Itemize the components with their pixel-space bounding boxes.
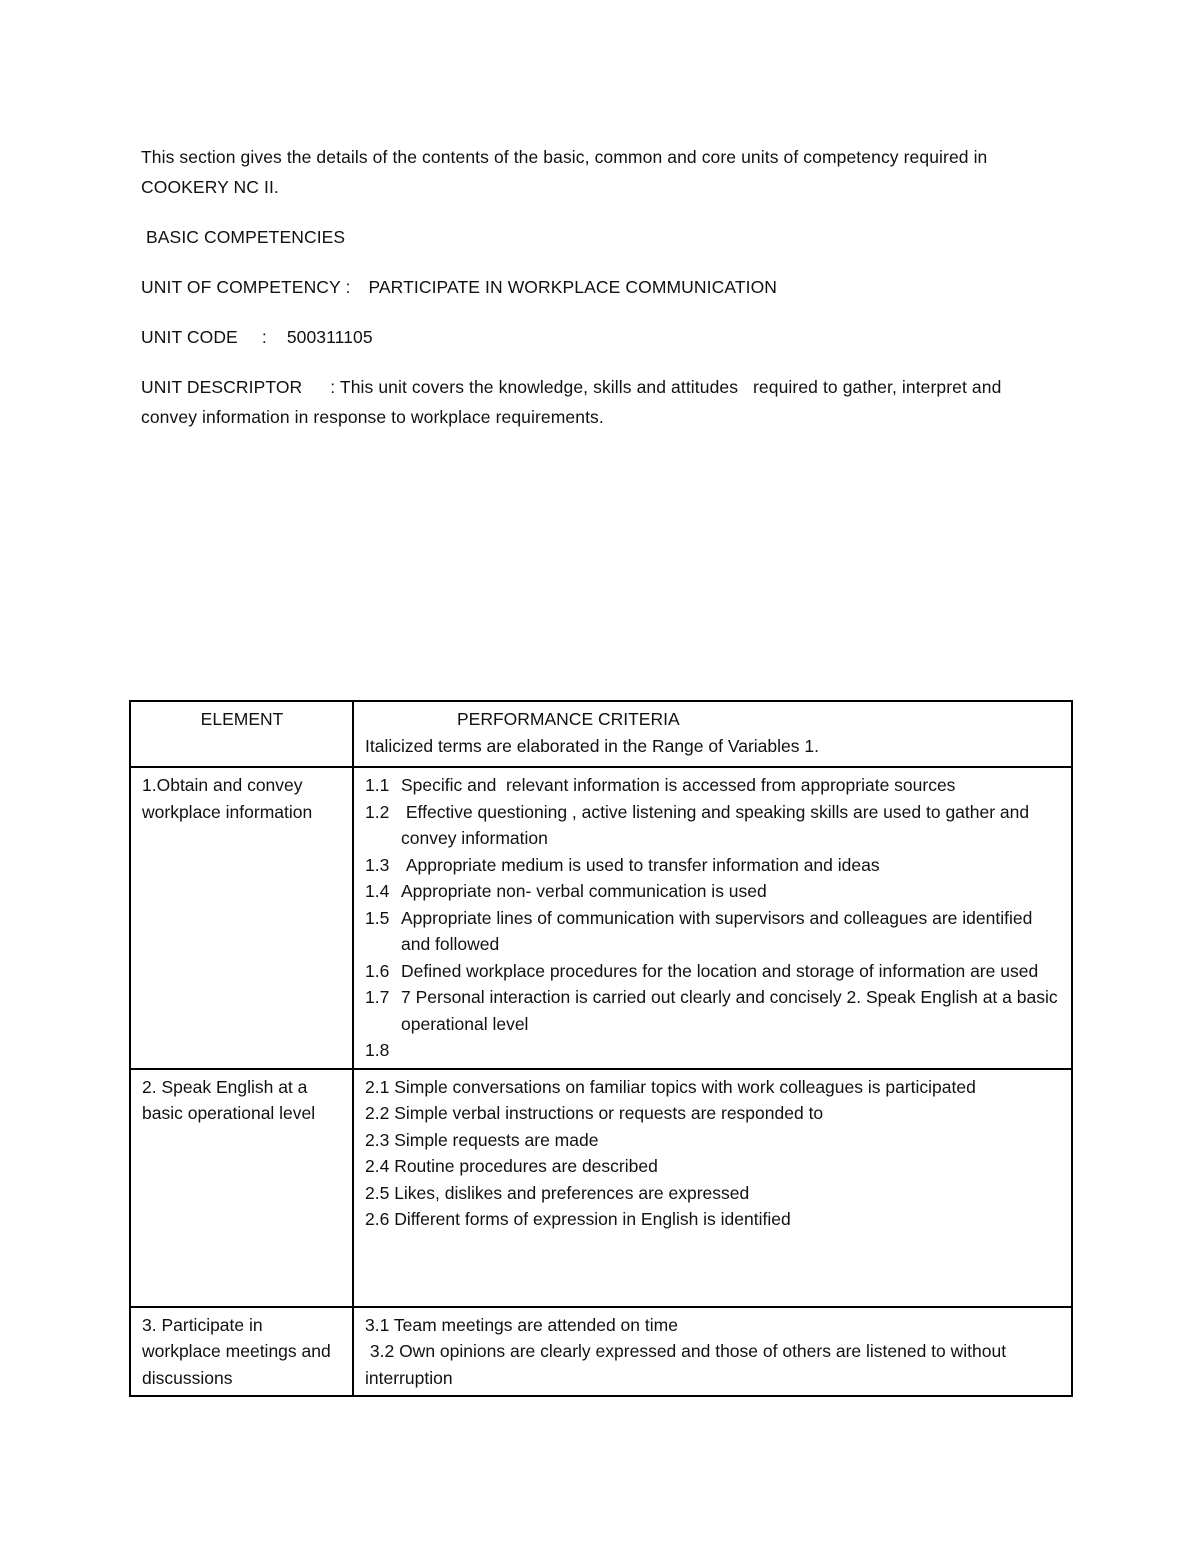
criterion: 2.6 Different forms of expression in English is identified (365, 1209, 791, 1229)
table-row (130, 767, 1072, 1069)
criterion-text: Appropriate lines of communication with supervisors and colleagues are identified and followed (401, 907, 1033, 954)
intro-paragraph: This section gives the details of the contents of the basic, common and core units of competency required in COOKERY NC II. (141, 147, 988, 197)
header-criteria-cell (353, 701, 1072, 767)
criterion: 3.2 Own opinions are clearly expressed and those of others are listened to without interruption (365, 1341, 1011, 1388)
criterion (365, 878, 1061, 905)
criterion-text: Appropriate medium is used to transfer information and ideas (401, 854, 880, 875)
criterion-number: 1.3 (365, 854, 390, 875)
criterion-text: Defined workplace procedures for the location and storage of information are used (401, 960, 1039, 981)
criterion-text: 7 Personal interaction is carried out clearly and concisely 2. Speak English at a basic operational level (401, 987, 1058, 1034)
competency-table (129, 700, 1073, 1397)
criterion: 2.1 Simple conversations on familiar topics with work colleagues is participated (365, 1076, 976, 1097)
table-row (130, 1307, 1072, 1397)
criterion-text (401, 1037, 1061, 1064)
criterion-number: 1.7 (365, 987, 390, 1007)
criterion-number: 1.1 (365, 775, 390, 795)
criteria-cell (353, 767, 1072, 1069)
element-cell: 1.Obtain and convey workplace information (130, 767, 353, 1069)
criterion: 2.2 Simple verbal instructions or requests are responded to (365, 1103, 824, 1123)
criterion: 3.1 Team meetings are attended on time (365, 1314, 678, 1335)
criterion (365, 799, 1061, 852)
criterion-text: Appropriate non- verbal communication is used (401, 881, 767, 901)
criterion: 2.3 Simple requests are made (365, 1129, 599, 1150)
unit-of-competency (141, 272, 777, 302)
unit-of-competency-value: PARTICIPATE IN WORKPLACE COMMUNICATION (368, 277, 778, 297)
criterion-text: Effective questioning , active listening and speaking skills are used to gather and convey information (401, 801, 1035, 848)
criterion (365, 905, 1061, 958)
table-row (130, 1069, 1072, 1307)
unit-of-competency-label: UNIT OF COMPETENCY : (141, 277, 351, 297)
unit-descriptor (141, 372, 1061, 432)
element-cell: 2. Speak English at a basic operational level (130, 1069, 353, 1307)
element-cell: 3. Participate in workplace meetings and discussions (130, 1307, 353, 1397)
section-heading: BASIC COMPETENCIES (146, 227, 346, 247)
criterion (365, 984, 1061, 1037)
unit-descriptor-label: UNIT DESCRIPTOR (141, 377, 303, 397)
table-header-row (130, 701, 1072, 767)
criterion (365, 1037, 1061, 1064)
criterion (365, 852, 1061, 879)
criterion (365, 772, 1061, 799)
unit-code-separator: : (261, 327, 267, 347)
criterion: 2.5 Likes, dislikes and preferences are expressed (365, 1182, 750, 1203)
criteria-cell (353, 1307, 1072, 1397)
criterion-number: 1.2 (365, 801, 390, 822)
unit-code (141, 322, 373, 352)
criterion (365, 958, 1061, 985)
criterion: 2.4 Routine procedures are described (365, 1156, 658, 1176)
header-note: Italicized terms are elaborated in the Range of Variables 1. (365, 735, 819, 756)
criterion-number: 1.5 (365, 907, 390, 928)
criteria-cell (353, 1069, 1072, 1307)
criterion-number: 1.6 (365, 960, 390, 981)
criterion-number: 1.8 (365, 1040, 390, 1060)
criterion-text: Specific and relevant information is accessed from appropriate sources (401, 775, 956, 795)
unit-descriptor-value: : This unit covers the knowledge, skills and attitudes required to gather, interpret and convey information in response to workplace requirements. (141, 377, 1007, 427)
criterion-number: 1.4 (365, 881, 390, 901)
unit-code-label: UNIT CODE (141, 327, 238, 347)
unit-code-value: 500311105 (286, 327, 373, 347)
header-criteria: PERFORMANCE CRITERIA (457, 709, 680, 729)
header-element: ELEMENT (130, 701, 353, 767)
